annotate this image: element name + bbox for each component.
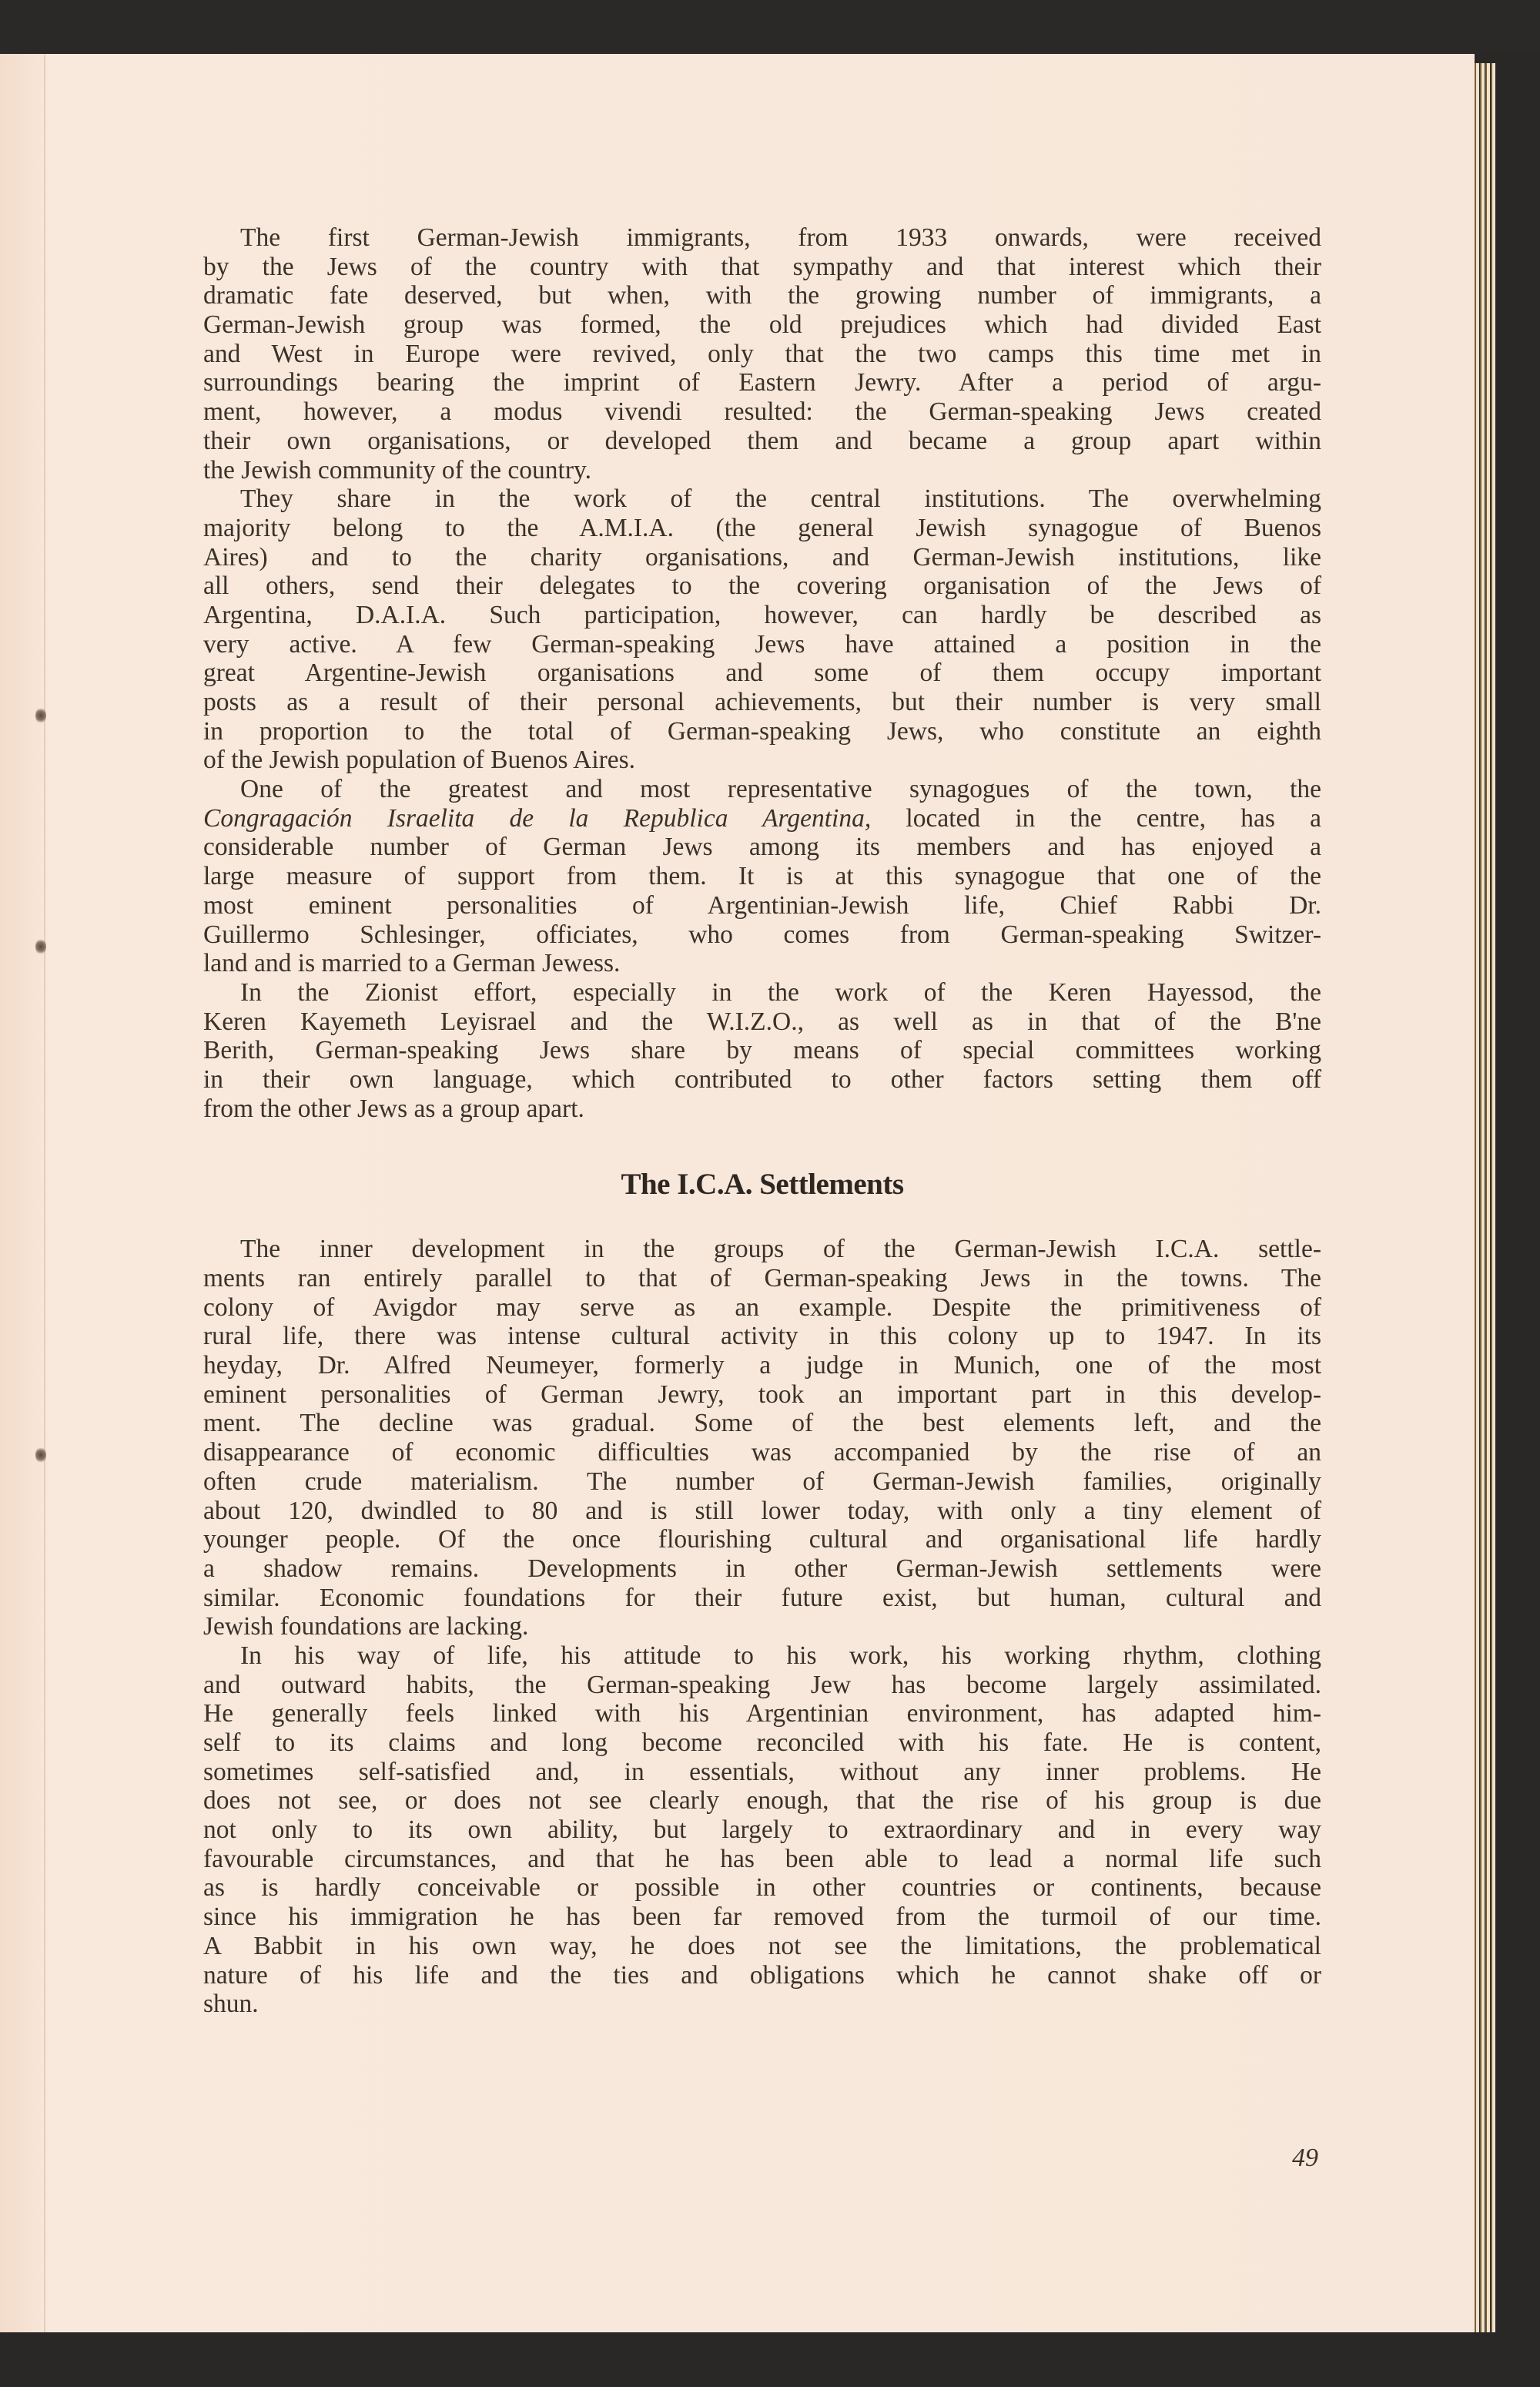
- text-line: sometimes self-satisfied and, in essentials, without any inner problems. He: [203, 1757, 1321, 1786]
- text-line: younger people. Of the once flourishing cultural and organisational life hardly: [203, 1525, 1321, 1554]
- text-line: German-Jewish group was formed, the old prejudices which had divided East: [203, 310, 1321, 340]
- text-line: all others, send their delegates to the covering organisation of the Jews of: [203, 572, 1321, 601]
- text-line: considerable number of German Jews among its members and has enjoyed a: [203, 833, 1321, 862]
- text-line: A Babbit in his own way, he does not see the limitations, the problematical: [203, 1931, 1321, 1960]
- body-text: [203, 223, 1321, 2019]
- text-line: heyday, Dr. Alfred Neumeyer, formerly a judge in Munich, one of the most: [203, 1351, 1321, 1380]
- text-line: large measure of support from them. It is at this synagogue that one of the: [203, 862, 1321, 891]
- text-line: Guillermo Schlesinger, officiates, who comes from German-speaking Switzer-: [203, 920, 1321, 949]
- text-line: colony of Avigdor may serve as an example. Despite the primitiveness of: [203, 1292, 1321, 1322]
- text-line: rural life, there was intense cultural activity in this colony up to 1947. In its: [203, 1322, 1321, 1351]
- text-line: often crude materialism. The number of German-Jewish families, originally: [203, 1467, 1321, 1496]
- synagogue-name: Congragación Israelita de la Republica Argentina,: [203, 803, 872, 833]
- text-line: They share in the work of the central institutions. The overwhelming: [240, 484, 1321, 514]
- text-line: favourable circumstances, and that he has been able to lead a normal life such: [203, 1844, 1321, 1873]
- paragraph: [203, 775, 1321, 978]
- staple-hole-icon: [35, 707, 46, 724]
- text-line: land and is married to a German Jewess.: [203, 949, 621, 978]
- text-line: Jewish foundations are lacking.: [203, 1612, 529, 1641]
- text-line: majority belong to the A.M.I.A. (the general Jewish synagogue of Buenos: [203, 513, 1321, 542]
- text-line: about 120, dwindled to 80 and is still lower today, with only a tiny element of: [203, 1496, 1321, 1525]
- text-line: nature of his life and the ties and obligations which he cannot shake off or: [203, 1960, 1321, 1990]
- text-line: In the Zionist effort, especially in the work of the Keren Hayessod, the: [240, 977, 1321, 1007]
- text-line: the Jewish community of the country.: [203, 455, 591, 484]
- text-line: does not see, or does not see clearly enough, that the rise of his group is due: [203, 1786, 1321, 1815]
- page-edges: [1475, 63, 1498, 2332]
- text-line: Aires) and to the charity organisations, and German-Jewish institutions, like: [203, 542, 1321, 572]
- staple-hole-icon: [35, 1447, 46, 1463]
- text-line: most eminent personalities of Argentinian-Jewish life, Chief Rabbi Dr.: [203, 890, 1321, 920]
- text-line: disappearance of economic difficulties was accompanied by the rise of an: [203, 1438, 1321, 1467]
- text-line: in proportion to the total of German-speaking Jews, who constitute an eighth: [203, 716, 1321, 746]
- text-line: since his immigration he has been far removed from the turmoil of our time.: [203, 1903, 1321, 1932]
- text-line: by the Jews of the country with that sympathy and that interest which their: [203, 252, 1321, 281]
- text-line: The inner development in the groups of the German-Jewish I.C.A. settle-: [240, 1235, 1321, 1264]
- gutter-fold: [44, 54, 45, 2332]
- paragraph: [203, 484, 1321, 775]
- text-line: and West in Europe were revived, only that the two camps this time met in: [203, 339, 1321, 368]
- text-line: very active. A few German-speaking Jews have attained a position in the: [203, 629, 1321, 659]
- text-line: and outward habits, the German-speaking Jew has become largely assimilated.: [203, 1670, 1321, 1699]
- text-line: shun.: [203, 1990, 259, 2019]
- text-line: One of the greatest and most representative synagogues of the town, the: [240, 775, 1321, 804]
- text-line: their own organisations, or developed them and became a group apart within: [203, 426, 1321, 455]
- staple-hole-icon: [35, 938, 46, 955]
- text-line: Congragación Israelita de la Republica Argentina, located in the centre, has a: [203, 803, 1321, 833]
- text-line: a shadow remains. Developments in other German-Jewish settlements were: [203, 1554, 1321, 1583]
- paragraph: [203, 223, 1321, 484]
- text-line: ment. The decline was gradual. Some of the best elements left, and the: [203, 1409, 1321, 1438]
- text-line: of the Jewish population of Buenos Aires.: [203, 746, 636, 775]
- text-line: The first German-Jewish immigrants, from 1933 onwards, were received: [240, 223, 1321, 252]
- text-line: in their own language, which contributed to other factors setting them off: [203, 1064, 1321, 1094]
- text-line: ments ran entirely parallel to that of German-speaking Jews in the towns. The: [203, 1264, 1321, 1292]
- text-line: as is hardly conceivable or possible in other countries or continents, because: [203, 1873, 1321, 1903]
- text-line: Keren Kayemeth Leyisrael and the W.I.Z.O., as well as in that of the B'ne: [203, 1007, 1321, 1036]
- paragraph: [203, 1235, 1321, 1641]
- text-line: from the other Jews as a group apart.: [203, 1094, 584, 1123]
- text-line: great Argentine-Jewish organisations and some of them occupy important: [203, 659, 1321, 688]
- text-line: He generally feels linked with his Argentinian environment, has adapted him-: [203, 1699, 1321, 1728]
- text-line: eminent personalities of German Jewry, took an important part in this develop-: [203, 1380, 1321, 1409]
- text-line: ment, however, a modus vivendi resulted: the German-speaking Jews created: [203, 397, 1321, 427]
- text-line: surroundings bearing the imprint of Eastern Jewry. After a period of argu-: [203, 368, 1321, 397]
- paragraph: [203, 1641, 1321, 2019]
- page-number: 49: [1292, 2144, 1318, 2172]
- text-line: In his way of life, his attitude to his work, his working rhythm, clothing: [240, 1641, 1321, 1670]
- text-line: Argentina, D.A.I.A. Such participation, however, can hardly be described as: [203, 600, 1321, 629]
- paragraph: [203, 978, 1321, 1123]
- section-heading: The I.C.A. Settlements: [621, 1168, 904, 1202]
- text-line: self to its claims and long become reconciled with his fate. He is content,: [203, 1728, 1321, 1757]
- text-line: not only to its own ability, but largely to extraordinary and in every way: [203, 1815, 1321, 1845]
- text-line: dramatic fate deserved, but when, with the growing number of immigrants, a: [203, 281, 1321, 310]
- scan-backdrop: [0, 0, 1540, 54]
- text-line: posts as a result of their personal achievements, but their number is very small: [203, 688, 1321, 716]
- text-line: similar. Economic foundations for their future exist, but human, cultural and: [203, 1583, 1321, 1612]
- text-line: Berith, German-speaking Jews share by means of special committees working: [203, 1036, 1321, 1065]
